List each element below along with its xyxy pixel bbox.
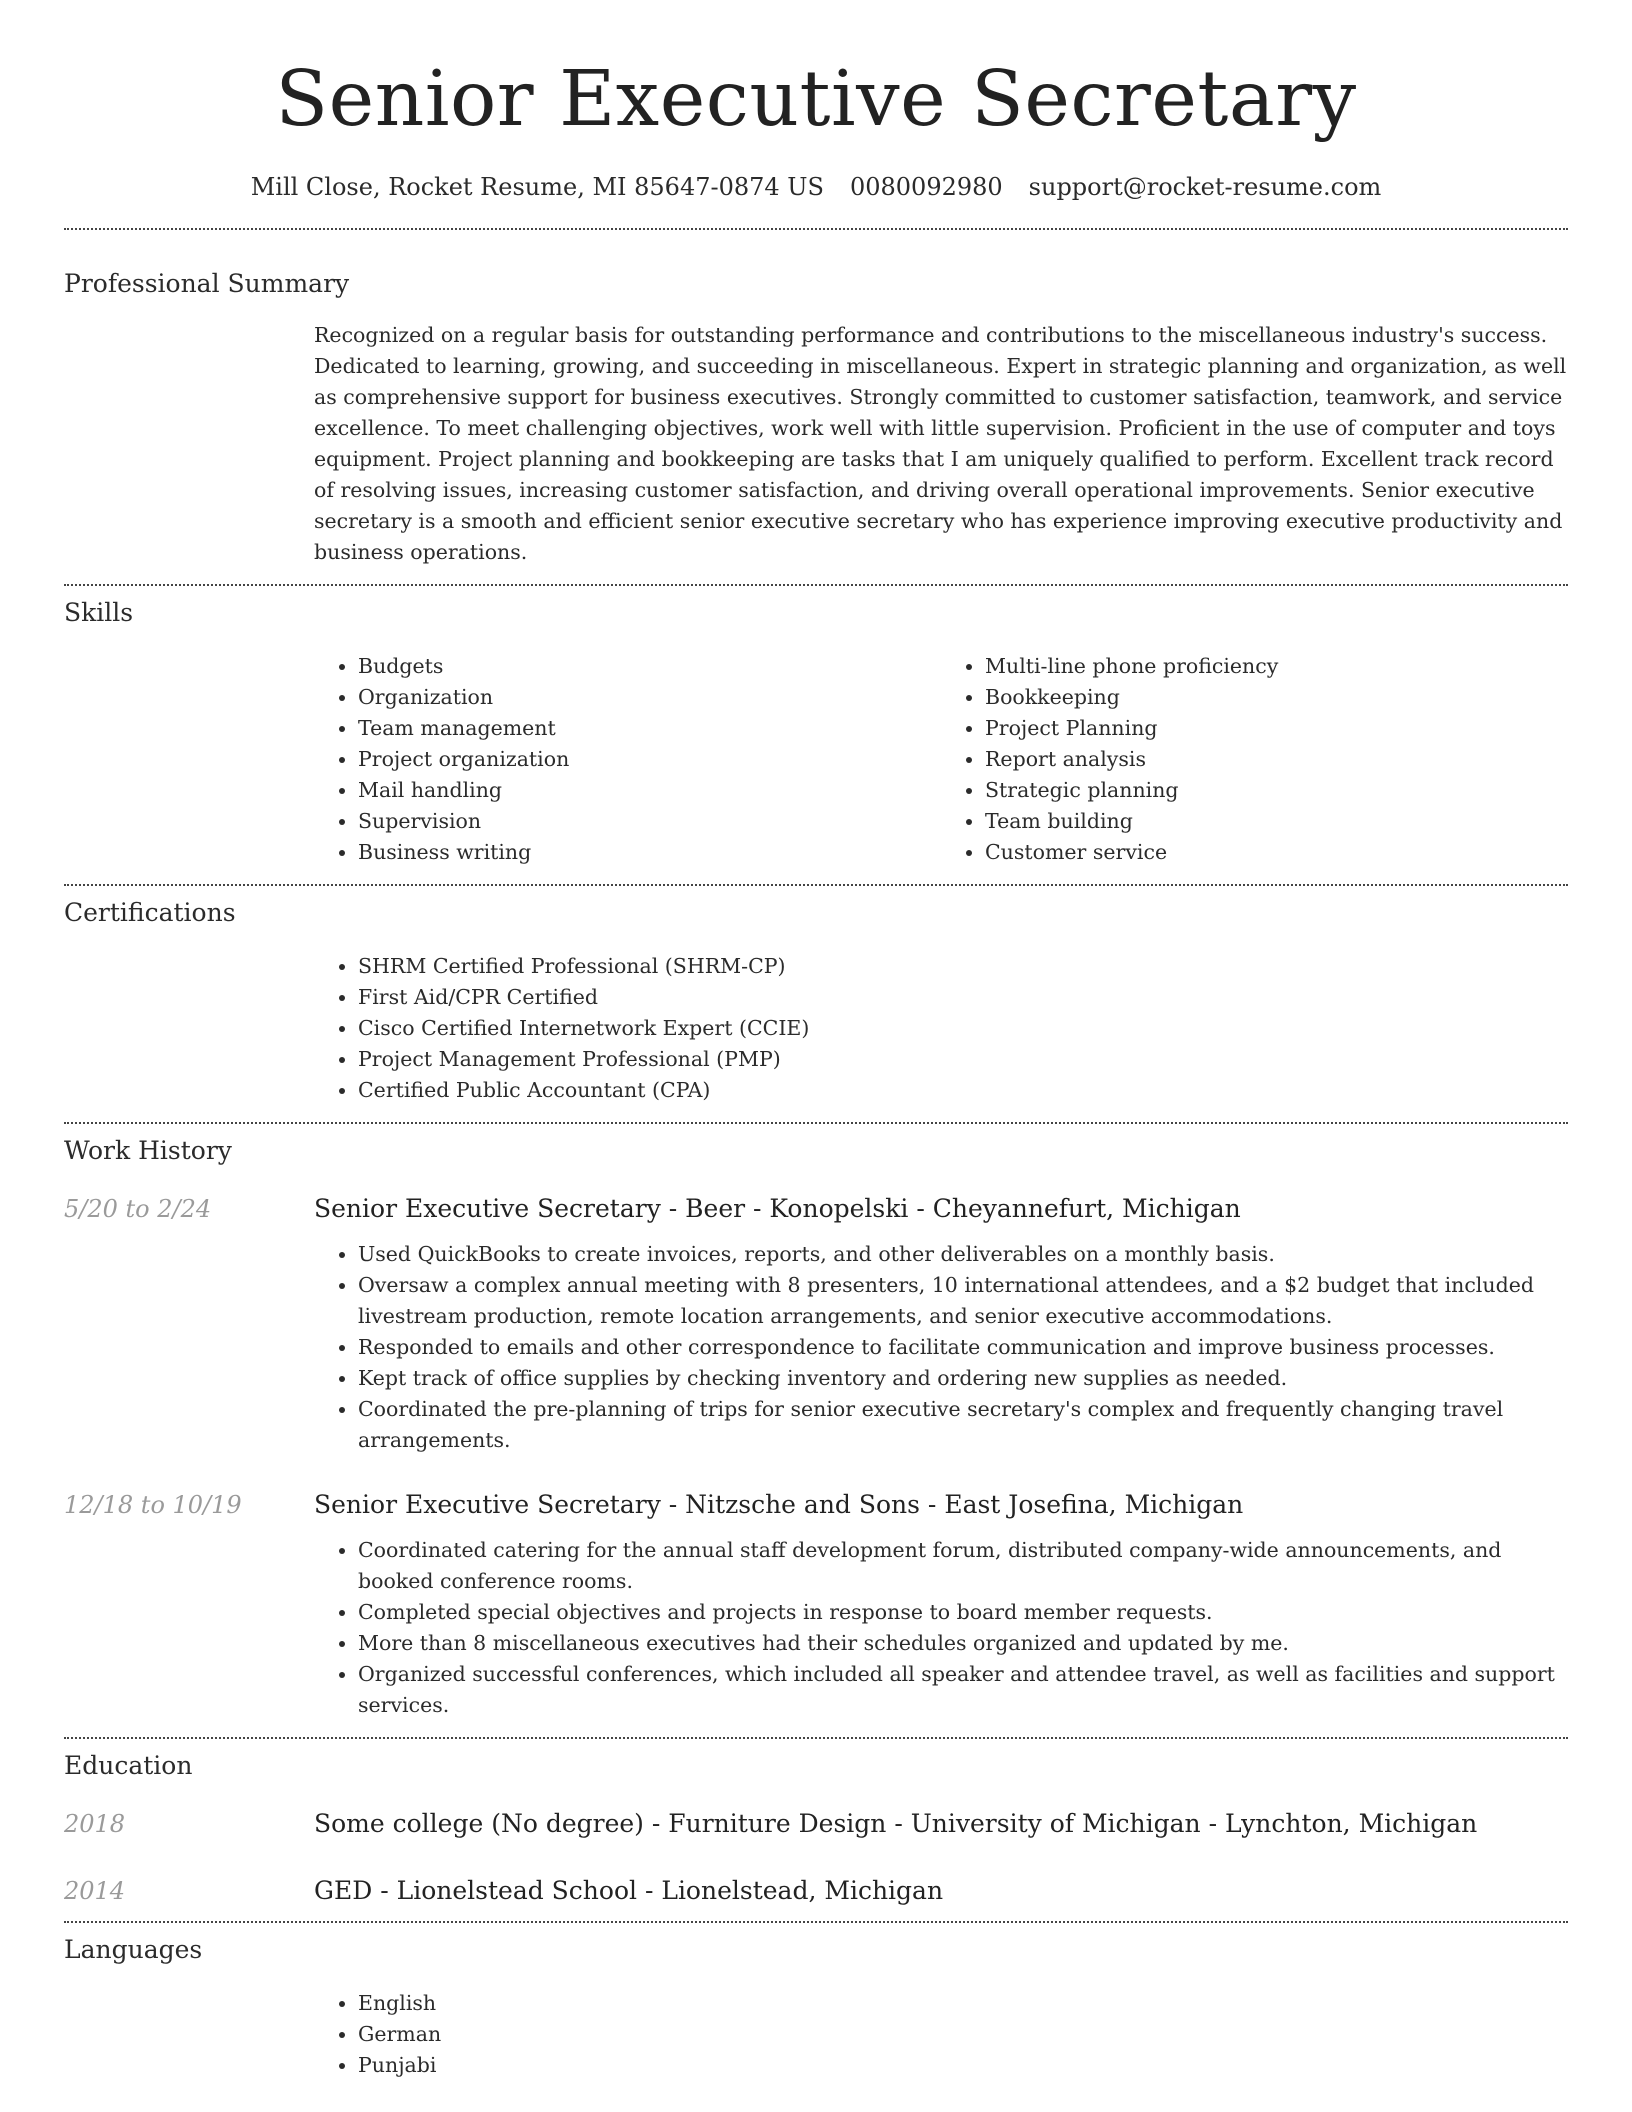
list-item: • Project organization — [358, 744, 941, 775]
skills-list-right — [941, 651, 1568, 868]
resume-name: Senior Executive Secretary — [275, 55, 1357, 144]
list-item: • Responded to emails and other correspondence to facilitate communication and improve business processes. — [358, 1332, 1568, 1363]
list-item: • Organization — [358, 682, 941, 713]
list-item: • Team building — [985, 806, 1568, 837]
job-dates: 12/18 to 10/19 — [64, 1491, 242, 1519]
education-year: 2018 — [64, 1810, 126, 1838]
contact-line — [64, 170, 1568, 204]
job-bullets — [314, 1535, 1568, 1721]
summary-content — [314, 320, 1568, 568]
contact-address: Mill Close, Rocket Resume, MI 85647-0874 US — [250, 173, 824, 201]
list-item: • Mail handling — [358, 775, 941, 806]
list-item: • Oversaw a complex annual meeting with 8 presenters, 10 international attendees, and a $2 budget that included livestream production, remote location arrangements, and senior executive accommodations. — [358, 1270, 1568, 1332]
list-item: • First Aid/CPR Certified — [358, 982, 1568, 1013]
work-history-section — [64, 1124, 1568, 1737]
list-item: • Team management — [358, 713, 941, 744]
list-item: • Report analysis — [985, 744, 1568, 775]
section-title-languages: Languages — [64, 1935, 203, 1964]
contact-phone: 0080092980 — [849, 173, 1003, 201]
section-title-certifications: Certifications — [64, 898, 236, 927]
job-entry — [64, 1489, 1568, 1721]
list-item: • Budgets — [358, 651, 941, 682]
list-item: • Coordinated the pre-planning of trips for senior executive secretary's complex and frequently changing travel arrangements. — [358, 1394, 1568, 1456]
languages-section — [64, 1923, 1568, 2081]
job-title: Senior Executive Secretary - Beer - Konopelski - Cheyannefurt, Michigan — [314, 1194, 1241, 1223]
list-item: • Project Management Professional (PMP) — [358, 1044, 1568, 1075]
job-entry — [64, 1193, 1568, 1456]
job-bullet-list — [314, 1239, 1568, 1456]
list-item: • Kept track of office supplies by checking inventory and ordering new supplies as needed. — [358, 1363, 1568, 1394]
section-title-education: Education — [64, 1751, 193, 1780]
job-bullet-list — [314, 1535, 1568, 1721]
contact-email: support@rocket-resume.com — [1028, 173, 1382, 201]
summary-text: Recognized on a regular basis for outstanding performance and contributions to the miscellaneous industry's success. Dedicated to learning, growing, and succeeding in miscellaneous. Expert in strategic planning and organization, as well as comprehensive support for business executives. Strongly committed to customer satisfaction, teamwork, and service excellence. To meet challenging objectives, work well with little supervision. Proficient in the use of computer and toys equipment. Project planning and bookkeeping are tasks that I am uniquely qualified to perform. Excellent track record of resolving issues, increasing customer satisfaction, and driving overall operational improvements. Senior executive secretary is a smooth and efficient senior executive secretary who has experience improving executive productivity and business operations. — [314, 323, 1567, 564]
languages-list — [314, 1988, 1568, 2081]
section-title-work-history: Work History — [64, 1136, 232, 1165]
list-item: • Bookkeeping — [985, 682, 1568, 713]
list-item: • Customer service — [985, 837, 1568, 868]
list-item: • Strategic planning — [985, 775, 1568, 806]
certifications-section — [64, 886, 1568, 1122]
list-item: • Certified Public Accountant (CPA) — [358, 1075, 1568, 1106]
job-title: Senior Executive Secretary - Nitzsche and Sons - East Josefina, Michigan — [314, 1490, 1244, 1519]
certifications-list — [314, 951, 1568, 1106]
section-title-summary: Professional Summary — [64, 269, 350, 298]
list-item: • More than 8 miscellaneous executives had their schedules organized and updated by me. — [358, 1628, 1568, 1659]
list-item: • German — [358, 2019, 1568, 2050]
list-item: • Coordinated catering for the annual staff development forum, distributed company-wide announcements, and booked conference rooms. — [358, 1535, 1568, 1597]
skills-grid — [314, 651, 1568, 868]
list-item: • Project Planning — [985, 713, 1568, 744]
list-item: • Used QuickBooks to create invoices, reports, and other deliverables on a monthly basis. — [358, 1239, 1568, 1270]
languages-content — [314, 1988, 1568, 2081]
education-entry — [64, 1875, 1568, 1907]
list-item: • English — [358, 1988, 1568, 2019]
list-item: • Completed special objectives and projects in response to board member requests. — [358, 1597, 1568, 1628]
job-bullets — [314, 1239, 1568, 1456]
list-item: • SHRM Certified Professional (SHRM-CP) — [358, 951, 1568, 982]
education-title: Some college (No degree) - Furniture Design - University of Michigan - Lynchton, Michigan — [314, 1809, 1478, 1838]
list-item: • Punjabi — [358, 2050, 1568, 2081]
list-item: • Multi-line phone proficiency — [985, 651, 1568, 682]
education-year: 2014 — [64, 1877, 126, 1905]
education-entry — [64, 1808, 1568, 1840]
list-item: • Business writing — [358, 837, 941, 868]
certifications-content — [314, 951, 1568, 1106]
education-title: GED - Lionelstead School - Lionelstead, Michigan — [314, 1876, 944, 1905]
list-item: • Organized successful conferences, which included all speaker and attendee travel, as well as facilities and support services. — [358, 1659, 1568, 1721]
education-section — [64, 1739, 1568, 1921]
section-title-skills: Skills — [64, 598, 134, 627]
skills-list-left — [314, 651, 941, 868]
summary-section — [64, 230, 1568, 584]
list-item: • Cisco Certified Internetwork Expert (CCIE) — [358, 1013, 1568, 1044]
list-item: • Supervision — [358, 806, 941, 837]
skills-section — [64, 586, 1568, 884]
job-dates: 5/20 to 2/24 — [64, 1195, 212, 1223]
